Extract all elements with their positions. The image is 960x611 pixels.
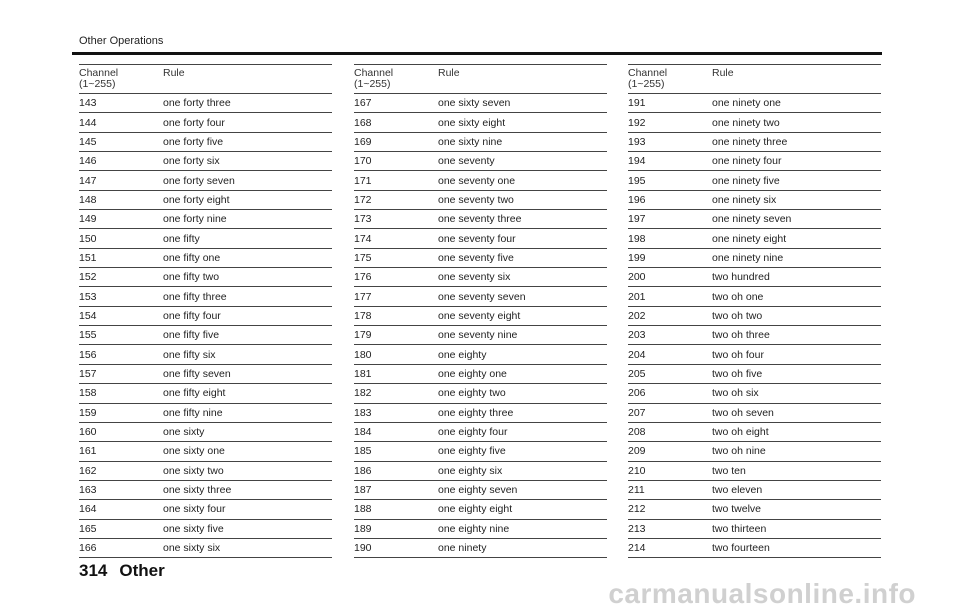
rule-cell: one seventy six [438,271,511,284]
table-row [354,191,607,210]
table-row [354,133,607,152]
table-row [628,191,881,210]
rule-cell: one sixty seven [438,97,511,110]
channel-cell: 146 [79,155,97,168]
rule-cell: two oh six [712,387,759,400]
channel-cell: 211 [628,484,645,497]
channel-column-header [79,68,163,93]
table-row [628,287,881,306]
rule-cell: one fifty four [163,309,221,322]
header-divider [72,52,882,55]
rule-cell: one seventy three [438,213,522,226]
table-row [354,520,607,539]
rule-column-header: Rule [438,67,460,79]
rule-cell: one ninety five [712,174,780,187]
rule-cell: two oh nine [712,445,766,458]
channel-cell: 160 [79,426,97,439]
channel-cell: 175 [354,251,372,264]
rule-cell: one sixty three [163,484,232,497]
table-row [628,481,881,500]
channel-cell: 200 [628,271,646,284]
rule-cell: one seventy seven [438,290,526,303]
table-row [354,94,607,113]
table-row [628,404,881,423]
table-row [79,423,332,442]
table-row [354,326,607,345]
channel-cell: 187 [354,484,372,497]
table-row [628,268,881,287]
channel-cell: 201 [628,290,646,303]
channel-cell: 202 [628,309,646,322]
rule-cell: two fourteen [712,542,770,555]
channel-cell: 209 [628,445,646,458]
table-header [79,65,332,94]
table-header [628,65,881,94]
channel-column-header [354,68,438,93]
rule-cell: one ninety four [712,155,782,168]
rule-cell: one seventy one [438,174,516,187]
channel-cell: 179 [354,329,372,342]
rule-cell: one ninety two [712,116,780,129]
rule-cell: one sixty eight [438,116,506,129]
table-row [79,345,332,364]
channel-cell: 166 [79,542,97,555]
channel-cell: 147 [79,174,97,187]
channel-cell: 188 [354,503,372,516]
table-row [79,500,332,519]
table-row [354,287,607,306]
rule-cell: one eighty two [438,387,506,400]
table-row [354,384,607,403]
channel-cell: 193 [628,135,646,148]
rule-cell: one eighty six [438,464,503,477]
rule-cell: one eighty eight [438,503,513,516]
table-row [354,423,607,442]
channel-cell: 178 [354,309,372,322]
channel-cell: 210 [628,464,646,477]
channel-cell: 207 [628,406,646,419]
section-title: Other Operations [79,35,164,47]
channel-cell: 176 [354,271,372,284]
table-row [354,462,607,481]
table-row [354,171,607,190]
table-row [354,113,607,132]
rule-cell: one ninety [438,542,487,555]
table-row [628,113,881,132]
table-row [354,345,607,364]
channel-table-3 [628,64,881,558]
table-row [79,268,332,287]
rule-cell: two ten [712,464,746,477]
rule-cell: two oh three [712,329,770,342]
rule-cell: one sixty six [163,542,221,555]
table-row [628,249,881,268]
rule-cell: one fifty nine [163,406,223,419]
channel-cell: 184 [354,426,372,439]
footer-section-title: Other [119,561,165,580]
channel-range-label: (1~255) [79,78,116,90]
rule-cell: one fifty one [163,251,221,264]
channel-table-1 [79,64,332,558]
channel-cell: 162 [79,464,97,477]
table-row [354,365,607,384]
table-row [354,229,607,248]
rule-cell: one forty seven [163,174,235,187]
channel-cell: 198 [628,232,646,245]
channel-header-label: Channel [628,67,668,79]
channel-cell: 145 [79,135,97,148]
rule-cell: one eighty four [438,426,508,439]
channel-cell: 172 [354,193,372,206]
rule-cell: one fifty five [163,329,220,342]
table-row [79,365,332,384]
channel-cell: 157 [79,367,97,380]
channel-cell: 180 [354,348,372,361]
table-row [79,229,332,248]
table-row [628,539,881,558]
channel-cell: 213 [628,522,646,535]
channel-cell: 165 [79,522,97,535]
channel-cell: 205 [628,367,646,380]
channel-cell: 181 [354,367,372,380]
rule-cell: one eighty five [438,445,506,458]
table-row [628,462,881,481]
table-row [79,287,332,306]
channel-cell: 161 [79,445,97,458]
table-row [628,384,881,403]
rule-cell: one fifty six [163,348,216,361]
rule-cell: one eighty one [438,367,507,380]
rule-cell: two thirteen [712,522,767,535]
channel-cell: 158 [79,387,97,400]
rule-cell: one forty six [163,155,220,168]
rule-cell: one seventy [438,155,495,168]
table-row [79,404,332,423]
table-row [354,210,607,229]
rule-cell: one ninety seven [712,213,792,226]
rule-cell: one sixty four [163,503,226,516]
table-row [79,133,332,152]
channel-cell: 197 [628,213,646,226]
rule-cell: one sixty five [163,522,224,535]
rule-cell: one ninety nine [712,251,784,264]
channel-cell: 143 [79,97,97,110]
table-row [628,210,881,229]
table-row [79,307,332,326]
channel-cell: 196 [628,193,646,206]
channel-column-header [628,68,712,93]
channel-cell: 182 [354,387,372,400]
channel-cell: 171 [354,174,372,187]
table-row [354,152,607,171]
channel-cell: 164 [79,503,97,516]
rule-cell: two oh four [712,348,764,361]
rule-cell: two oh one [712,290,764,303]
rule-cell: one fifty three [163,290,227,303]
rule-cell: one eighty three [438,406,514,419]
channel-cell: 192 [628,116,646,129]
rule-cell: two oh five [712,367,763,380]
table-row [354,404,607,423]
channel-cell: 191 [628,97,646,110]
channel-cell: 186 [354,464,372,477]
channel-cell: 167 [354,97,372,110]
table-row [79,462,332,481]
rule-cell: one forty five [163,135,224,148]
rule-cell: one seventy four [438,232,516,245]
channel-cell: 177 [354,290,372,303]
table-row [628,520,881,539]
table-row [628,500,881,519]
channel-cell: 159 [79,406,97,419]
rule-cell: one ninety six [712,193,777,206]
rule-column-header: Rule [712,67,734,79]
channel-header-label: Channel [79,67,119,79]
channel-cell: 154 [79,309,97,322]
channel-range-label: (1~255) [354,78,391,90]
table-row [354,307,607,326]
channel-cell: 199 [628,251,646,264]
rule-cell: one seventy eight [438,309,521,322]
channel-cell: 203 [628,329,646,342]
channel-cell: 148 [79,193,97,206]
channel-cell: 190 [354,542,372,555]
table-row [354,481,607,500]
rule-cell: one fifty eight [163,387,226,400]
table-row [628,171,881,190]
table-row [79,210,332,229]
rule-column-header: Rule [163,67,185,79]
rule-cell: one fifty [163,232,200,245]
table-row [628,365,881,384]
rule-cell: one sixty two [163,464,224,477]
rule-cell: one sixty [163,426,205,439]
rule-cell: one forty four [163,116,225,129]
rule-cell: two oh seven [712,406,774,419]
channel-cell: 195 [628,174,646,187]
rule-cell: two oh two [712,309,763,322]
rule-cell: two twelve [712,503,762,516]
channel-cell: 156 [79,348,97,361]
rule-cell: one forty nine [163,213,227,226]
channel-cell: 208 [628,426,646,439]
channel-cell: 174 [354,232,372,245]
rule-cell: one forty eight [163,193,230,206]
rule-cell: two oh eight [712,426,769,439]
channel-cell: 183 [354,406,372,419]
channel-cell: 152 [79,271,97,284]
page-footer [79,561,165,581]
channel-cell: 168 [354,116,372,129]
table-row [628,133,881,152]
rule-cell: one seventy five [438,251,514,264]
table-row [628,152,881,171]
table-row [354,539,607,558]
rule-cell: one eighty [438,348,487,361]
channel-cell: 149 [79,213,97,226]
table-row [79,539,332,558]
table-row [628,423,881,442]
table-row [79,94,332,113]
channel-cell: 155 [79,329,97,342]
rule-cell: one seventy nine [438,329,518,342]
channel-cell: 151 [79,251,97,264]
channel-range-label: (1~255) [628,78,665,90]
table-row [79,442,332,461]
table-row [354,500,607,519]
channel-cell: 206 [628,387,646,400]
table-row [79,481,332,500]
table-row [79,384,332,403]
channel-table-2 [354,64,607,558]
table-row [354,442,607,461]
rule-cell: one ninety one [712,97,781,110]
channel-cell: 144 [79,116,97,129]
table-row [628,307,881,326]
rule-cell: one seventy two [438,193,514,206]
watermark: carmanualsonline.info [608,578,916,609]
rule-cell: one forty three [163,97,231,110]
rule-cell: one eighty nine [438,522,510,535]
channel-cell: 185 [354,445,372,458]
table-row [628,94,881,113]
rule-cell: one sixty one [163,445,225,458]
channel-cell: 150 [79,232,97,245]
rule-cell: one fifty seven [163,367,231,380]
channel-cell: 163 [79,484,97,497]
channel-cell: 204 [628,348,646,361]
table-row [79,520,332,539]
table-row [628,345,881,364]
table-row [354,249,607,268]
channel-cell: 194 [628,155,646,168]
table-row [79,191,332,210]
channel-cell: 214 [628,542,646,555]
table-header [354,65,607,94]
page-number: 314 [79,561,108,580]
channel-cell: 212 [628,503,646,516]
table-row [79,171,332,190]
rule-cell: one ninety three [712,135,788,148]
table-row [354,268,607,287]
rule-cell: one eighty seven [438,484,518,497]
table-row [79,249,332,268]
table-row [628,442,881,461]
rule-cell: two hundred [712,271,770,284]
table-row [79,113,332,132]
channel-header-label: Channel [354,67,394,79]
rule-cell: one ninety eight [712,232,787,245]
rule-cell: one fifty two [163,271,220,284]
rule-cell: one sixty nine [438,135,503,148]
table-row [628,229,881,248]
rule-cell: two eleven [712,484,763,497]
channel-cell: 169 [354,135,372,148]
channel-cell: 189 [354,522,372,535]
channel-cell: 173 [354,213,372,226]
channel-cell: 170 [354,155,372,168]
table-row [79,152,332,171]
table-row [79,326,332,345]
channel-cell: 153 [79,290,97,303]
table-row [628,326,881,345]
